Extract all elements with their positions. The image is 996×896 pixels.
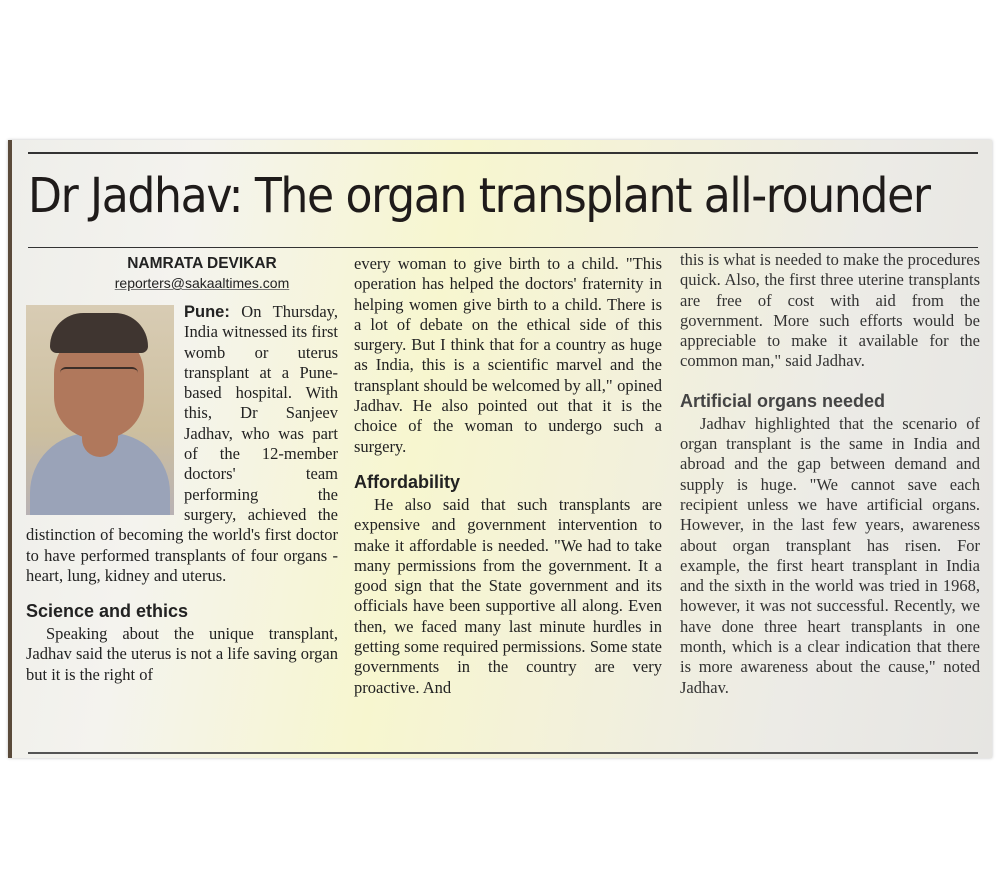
byline-email: reporters@sakaaltimes.com	[114, 275, 290, 291]
byline	[66, 254, 338, 292]
column-3	[680, 250, 980, 698]
clipping-edge	[8, 140, 12, 758]
intro-text: On Thursday, India witnessed its first womb or uterus transplant at a Pune-based hospital. With this, Dr Sanjeev Jadhav, who was part of the 12-member doctors' team performing the surgery, achieved the distinction of becoming the world's first doctor to have performed transplants of four organs - heart, lung, kidney and uterus.	[26, 302, 338, 585]
column-1	[26, 254, 338, 685]
portrait-photo	[26, 305, 174, 515]
column-3-text: this is what is needed to make the procedures quick. Also, the first three uterine transplants are free of cost with aid from the government. More such efforts would be appreciable to make it available for the common man," said Jadhav.	[680, 250, 980, 371]
headline: Dr Jadhav: The organ transplant all-rounder	[28, 168, 930, 224]
bottom-rule	[28, 752, 978, 754]
subhead-artificial-organs: Artificial organs needed	[680, 390, 886, 411]
photo-hair	[50, 313, 148, 353]
top-rule	[28, 152, 978, 154]
photo-glasses	[60, 367, 138, 383]
artificial-organs-text: Jadhav highlighted that the scenario of organ transplant is the same in India and abroad and the gap between demand and supply is huge. "We cannot save each recipient unless we have artificial organs. However, in the last few years, awareness about organ transplant has risen. For example, the first heart transplant in India and the sixth in the world was tried in 1968, however, it was not successful. Recently, we have done three heart transplants in one month, which is a clear indication that there is more awareness about the cause," noted Jadhav.	[680, 413, 980, 697]
column-2	[354, 254, 662, 698]
affordability-text: He also said that such transplants are expensive and government intervention to make it affordable is needed. "We had to take many permissions from the government. It a good sign that the State government and its officials have been supportive all along. Even then, we faced many last minute hurdles in getting some required permissions. Some state governments in the country are very proactive. And	[354, 494, 662, 697]
newspaper-clipping	[8, 140, 992, 758]
subhead-affordability: Affordability	[354, 471, 460, 492]
intro-paragraph	[26, 302, 338, 586]
science-ethics-text: Speaking about the unique transplant, Jadhav said the uterus is not a life saving organ but it is the right of	[26, 624, 338, 684]
byline-name: NAMRATA DEVIKAR	[127, 255, 277, 272]
subhead-science-ethics: Science and ethics	[26, 601, 189, 622]
column-2-text: every woman to give birth to a child. "This operation has helped the doctors' fraternity in helping women give birth to a child. There is a lot of debate on the ethical side of this surgery. But I think that for a country as huge as India, this is a scientific marvel and the transplant should be welcomed by all," opined Jadhav. He also pointed out that it is the choice of the woman to undergo such a surgery.	[354, 254, 662, 456]
headline-rule	[28, 247, 978, 248]
dateline: Pune:	[184, 303, 230, 321]
